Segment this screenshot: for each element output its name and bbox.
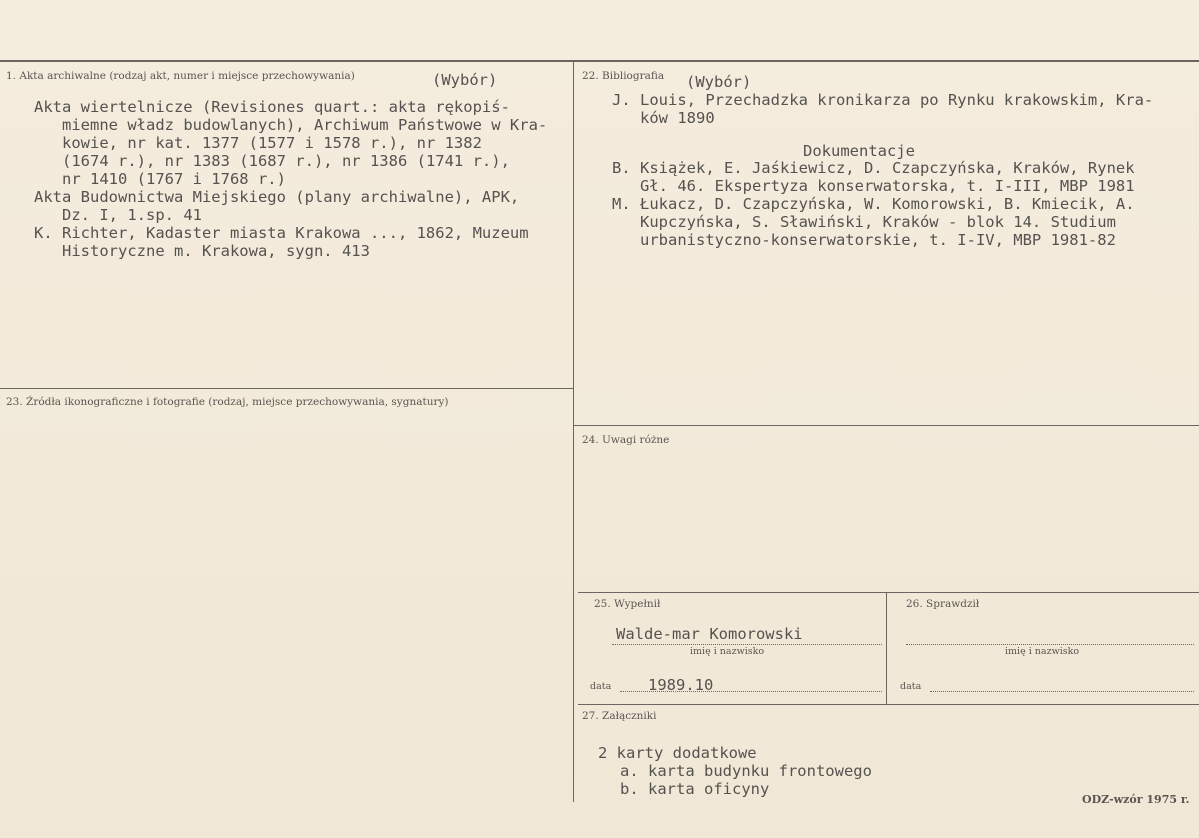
attachments-top-rule	[578, 704, 1199, 705]
section1-line: (1674 r.), nr 1383 (1687 r.), nr 1386 (1741 r.),	[62, 152, 510, 170]
filled-by-name-line	[612, 644, 882, 645]
attachment-line: a. karta budynku frontowego	[620, 762, 872, 780]
bibliography-line: ków 1890	[640, 109, 715, 127]
documentation-line: Kupczyńska, S. Sławiński, Kraków - blok 14. Studium	[640, 213, 1116, 231]
section1-line: Akta Budownictwa Miejskiego (plany archiwalne), APK,	[34, 188, 520, 206]
checked-by-name-line	[906, 644, 1194, 645]
section27-label: 27. Załączniki	[582, 710, 657, 722]
filled-by-date: 1989.10	[648, 676, 714, 694]
section1-line: miemne władz budowlanych), Archiwum Państwowe w Kra-	[62, 116, 548, 134]
signature-top-rule	[578, 592, 1199, 593]
section22-annotation: (Wybór)	[686, 73, 752, 91]
filled-by-date-label: data	[590, 681, 612, 692]
documentation-line: B. Książek, E. Jaśkiewicz, D. Czapczyńska, Kraków, Rynek	[612, 159, 1135, 177]
section1-line: Akta wiertelnicze (Revisiones quart.: akta rękopiś-	[34, 98, 510, 116]
checked-by-date-label: data	[900, 681, 922, 692]
section1-text	[34, 98, 548, 260]
section22-label: 22. Bibliografia	[582, 70, 665, 82]
checked-by-date-line	[930, 691, 1194, 692]
section25-label: 25. Wypełnił	[594, 598, 661, 610]
attachment-line: 2 karty dodatkowe	[598, 744, 757, 762]
signature-divider	[886, 592, 887, 704]
documentation-text	[612, 159, 1135, 249]
section1-line: K. Richter, Kadaster miasta Krakowa ..., 1862, Muzeum	[34, 224, 529, 242]
section23-label: 23. Źródła ikonograficzne i fotografie (rodzaj, miejsce przechowywania, sygnatury)	[6, 396, 449, 408]
section1-line: nr 1410 (1767 i 1768 r.)	[62, 170, 286, 188]
section22-text	[612, 91, 1153, 127]
section1-line: Historyczne m. Krakowa, sygn. 413	[62, 242, 370, 260]
bibliography-line: J. Louis, Przechadzka kronikarza po Rynku krakowskim, Kra-	[612, 91, 1154, 109]
documentation-line: Gł. 46. Ekspertyza konserwatorska, t. I-III, MBP 1981	[640, 177, 1135, 195]
section1-line: kowie, nr kat. 1377 (1577 i 1578 r.), nr 1382	[62, 134, 482, 152]
attachment-line: b. karta oficyny	[620, 780, 770, 798]
attachments-text	[598, 744, 872, 798]
left-mid-rule	[0, 388, 573, 389]
section1-line: Dz. I, 1.sp. 41	[62, 206, 202, 224]
filled-by-name: Walde-mar Komorowski	[616, 625, 803, 643]
filled-by-name-caption: imię i nazwisko	[690, 646, 765, 657]
center-divider	[573, 62, 574, 802]
section1-annotation: (Wybór)	[432, 71, 498, 89]
documentation-line: urbanistyczno-konserwatorskie, t. I-IV, MBP 1981-82	[640, 231, 1116, 249]
checked-by-name-caption: imię i nazwisko	[1005, 646, 1080, 657]
right-mid-rule	[574, 425, 1199, 426]
section24-label: 24. Uwagi różne	[582, 434, 670, 446]
top-rule	[0, 60, 1199, 62]
section1-label: 1. Akta archiwalne (rodzaj akt, numer i miejsce przechowywania)	[6, 70, 355, 82]
documentation-heading: Dokumentacje	[803, 142, 915, 160]
form-code: ODZ-wzór 1975 r.	[1082, 793, 1190, 806]
section26-label: 26. Sprawdził	[906, 598, 980, 610]
documentation-line: M. Łukacz, D. Czapczyńska, W. Komorowski, B. Kmiecik, A.	[612, 195, 1135, 213]
